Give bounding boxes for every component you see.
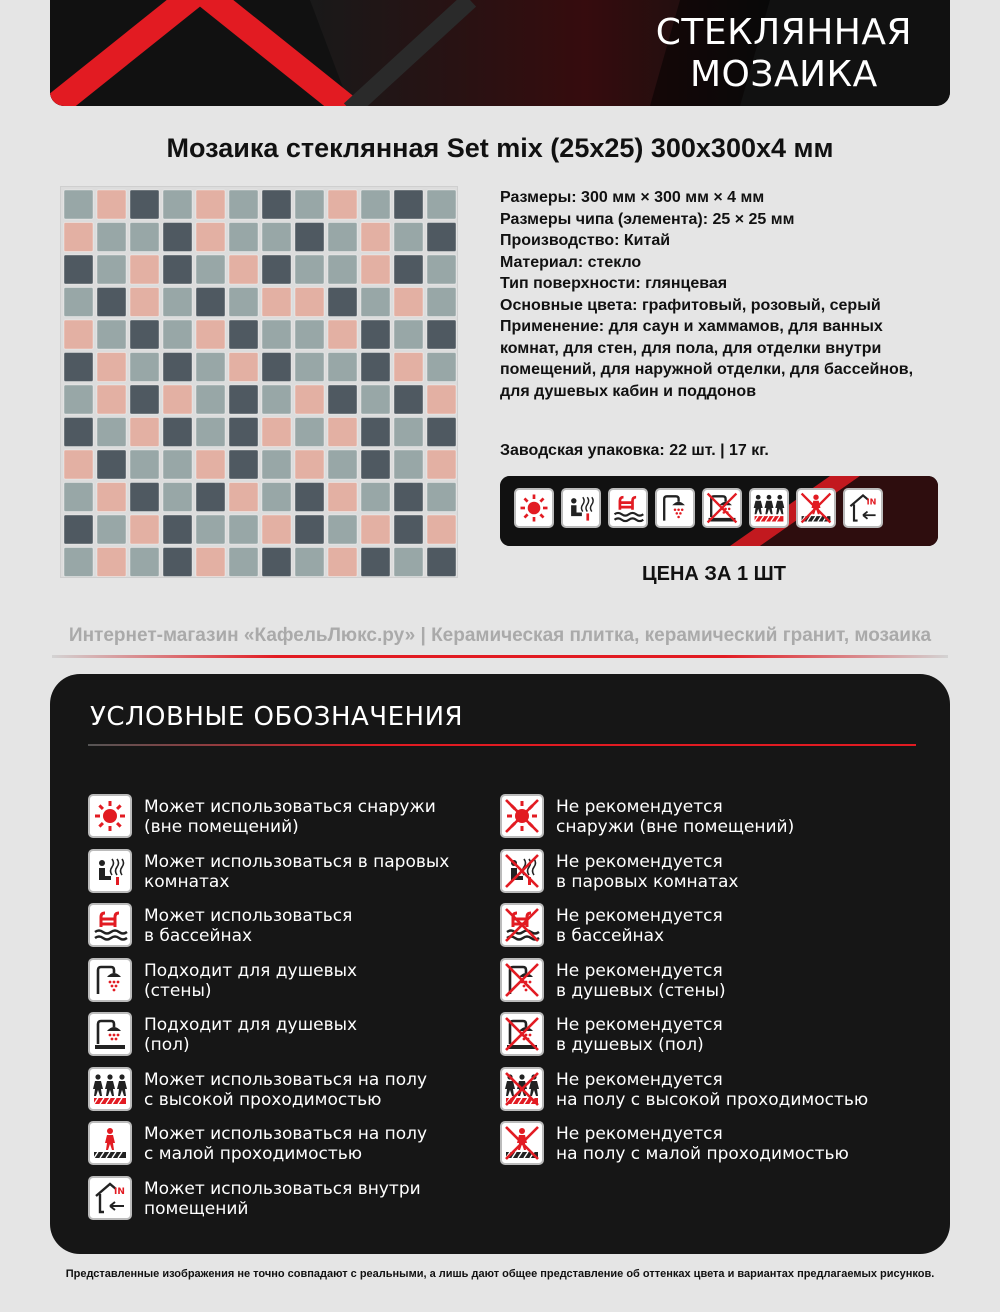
mosaic-tile [361, 223, 390, 252]
mosaic-tile [196, 418, 225, 447]
legend-item-line2: в бассейнах [144, 926, 253, 946]
no-high-traffic-floor-icon [500, 1067, 544, 1111]
mosaic-tile [196, 320, 225, 349]
legend-item-line1: Подходит для душевых [144, 960, 358, 981]
mosaic-tile [64, 483, 93, 512]
mosaic-tile [262, 190, 291, 219]
mosaic-tile [328, 320, 357, 349]
mosaic-tile [130, 450, 159, 479]
spec-row: Производство: Китай [500, 232, 671, 249]
mosaic-tile [427, 320, 456, 349]
mosaic-tile [427, 418, 456, 447]
mosaic-tile [130, 223, 159, 252]
steam-room-icon [88, 849, 132, 893]
legend-item [500, 1121, 849, 1165]
mosaic-tile [295, 385, 324, 414]
mosaic-tile [361, 385, 390, 414]
legend-item-line2: в паровых комнатах [556, 871, 739, 892]
header-banner [50, 0, 950, 106]
mosaic-tile [295, 223, 324, 252]
mosaic-tile [295, 288, 324, 317]
mosaic-tile [361, 418, 390, 447]
high-traffic-floor-icon [749, 488, 789, 528]
high-traffic-floor-icon [88, 1067, 132, 1111]
mosaic-tile [64, 288, 93, 317]
legend-panel [50, 674, 950, 1254]
legend-item-line1: Не рекомендуется [556, 851, 723, 872]
no-steam-room-icon [500, 849, 544, 893]
mosaic-tile [229, 288, 258, 317]
legend-item [88, 1176, 421, 1220]
svg-text:IN: IN [866, 496, 877, 507]
mosaic-tile [328, 385, 357, 414]
legend-item-line1: Может использоваться на полу [144, 1069, 428, 1090]
mosaic-tile [64, 450, 93, 479]
mosaic-tile [295, 255, 324, 284]
mosaic-tile [427, 353, 456, 382]
mosaic-tile [130, 255, 159, 284]
legend-item [500, 794, 794, 838]
mosaic-tile [196, 353, 225, 382]
mosaic-tile [97, 385, 126, 414]
mosaic-tile [229, 223, 258, 252]
mosaic-tile [328, 288, 357, 317]
pool-icon [608, 488, 648, 528]
legend-item-line2: с малой проходимостью [144, 1144, 363, 1164]
mosaic-tile [394, 548, 423, 577]
mosaic-tile [394, 223, 423, 252]
mosaic-tile [196, 515, 225, 544]
legend-item-text [144, 906, 352, 946]
mosaic-tile [163, 515, 192, 544]
mosaic-tile [97, 190, 126, 219]
mosaic-tile [130, 483, 159, 512]
mosaic-tile [361, 515, 390, 544]
mosaic-tile [163, 483, 192, 512]
mosaic-tile [196, 288, 225, 317]
mosaic-tile [394, 190, 423, 219]
mosaic-tile [394, 418, 423, 447]
legend-item-text [144, 1015, 357, 1055]
no-shower-wall-icon [500, 958, 544, 1002]
legend-item-text [556, 1124, 849, 1164]
legend-item [88, 849, 449, 893]
price-note: ЦЕНА ЗА 1 ШТ [642, 563, 786, 585]
mosaic-tile [64, 515, 93, 544]
steam-room-icon [561, 488, 601, 528]
mosaic-tile [229, 450, 258, 479]
mosaic-tile [427, 483, 456, 512]
legend-item-line2: помещений [144, 1198, 249, 1219]
spec-row: Материал: стекло [500, 253, 642, 271]
mosaic-image [60, 186, 458, 578]
mosaic-tile [64, 418, 93, 447]
mosaic-tile [361, 483, 390, 512]
mosaic-tile [262, 223, 291, 252]
mosaic-tile [64, 223, 93, 252]
mosaic-tile [262, 385, 291, 414]
mosaic-tile [394, 385, 423, 414]
mosaic-tile [163, 320, 192, 349]
mosaic-tile [361, 548, 390, 577]
mosaic-tile [295, 548, 324, 577]
legend-item-line1: Не рекомендуется [556, 1015, 723, 1035]
mosaic-tile [229, 190, 258, 219]
legend-item-text [556, 797, 794, 837]
spec-row: Тип поверхности: глянцевая [500, 275, 728, 292]
legend-item-line1: Может использоваться [144, 906, 353, 926]
mosaic-tile [262, 320, 291, 349]
outdoor-icon [514, 488, 554, 528]
mosaic-tile [394, 353, 423, 382]
legend-item-text [556, 852, 738, 892]
legend-item-line1: Может использоваться в паровых [144, 851, 450, 872]
mosaic-tile [262, 450, 291, 479]
mosaic-tile [427, 385, 456, 414]
disclaimer: Представленные изображения не точно совпадают с реальными, а лишь дают общее представление об оттенках цвета и вариантах предлагаемых рисунков. [65, 1268, 935, 1280]
mosaic-tile [427, 515, 456, 544]
mosaic-tile [328, 450, 357, 479]
mosaic-tile [262, 418, 291, 447]
shower-floor-icon [88, 1012, 132, 1056]
indoor-icon [843, 488, 883, 528]
shower-wall-icon [88, 958, 132, 1002]
mosaic-tile [163, 190, 192, 219]
legend-item-line2: (стены) [144, 980, 212, 1001]
mosaic-tile [64, 353, 93, 382]
no-outdoor-icon [500, 794, 544, 838]
mosaic-tile [262, 548, 291, 577]
mosaic-tile [196, 483, 225, 512]
no-pool-icon [500, 903, 544, 947]
mosaic-tile [163, 548, 192, 577]
mosaic-tile [328, 255, 357, 284]
shop-tagline[interactable]: Интернет-магазин «КафельЛюкс.ру» | Керамическая плитка, керамический гранит, мозаика [68, 625, 932, 646]
no-shower-floor-icon [702, 488, 742, 528]
mosaic-tile [64, 385, 93, 414]
shower-wall-icon [655, 488, 695, 528]
mosaic-tile [130, 190, 159, 219]
mosaic-tile [262, 288, 291, 317]
legend-item-line1: Не рекомендуется [556, 797, 723, 817]
mosaic-tile [97, 255, 126, 284]
mosaic-tile [361, 353, 390, 382]
mosaic-tile [394, 483, 423, 512]
legend-item-line2: в бассейнах [556, 926, 665, 946]
legend-item-line1: Не рекомендуется [556, 1069, 723, 1090]
strip-icons [514, 488, 883, 528]
spec-row: Размеры: 300 мм × 300 мм × 4 мм [500, 189, 765, 206]
mosaic-tile [427, 450, 456, 479]
mosaic-tile [262, 483, 291, 512]
legend-item-text [556, 906, 723, 946]
mosaic-grid [61, 187, 459, 579]
mosaic-tile [97, 515, 126, 544]
legend-item-line2: (пол) [144, 1035, 190, 1055]
mosaic-tile [97, 483, 126, 512]
legend-item-text [556, 1070, 868, 1110]
legend-item [500, 903, 723, 947]
mosaic-tile [394, 288, 423, 317]
mosaic-tile [130, 353, 159, 382]
legend-item-text [556, 961, 726, 1001]
mosaic-tile [163, 450, 192, 479]
banner-title-line2: МОЗАИКА [689, 54, 878, 95]
legend-item [88, 1012, 357, 1056]
low-traffic-floor-icon [88, 1121, 132, 1165]
spec-row: для душевых кабин и поддонов [500, 382, 757, 400]
mosaic-tile [328, 548, 357, 577]
legend-item-text [144, 1124, 427, 1164]
mosaic-tile [196, 255, 225, 284]
mosaic-tile [229, 353, 258, 382]
no-low-traffic-floor-icon [796, 488, 836, 528]
mosaic-tile [97, 450, 126, 479]
mosaic-tile [64, 320, 93, 349]
mosaic-tile [130, 418, 159, 447]
mosaic-tile [328, 515, 357, 544]
mosaic-tile [361, 190, 390, 219]
spec-row: Применение: для саун и хаммамов, для ванных [500, 318, 883, 335]
mosaic-tile [130, 385, 159, 414]
mosaic-tile [196, 190, 225, 219]
mosaic-tile [196, 450, 225, 479]
mosaic-tile [97, 548, 126, 577]
mosaic-tile [427, 548, 456, 577]
mosaic-tile [295, 320, 324, 349]
mosaic-tile [229, 483, 258, 512]
mosaic-tile [295, 483, 324, 512]
legend-item-line2: снаружи (вне помещений) [556, 817, 795, 837]
legend-item-text [144, 797, 436, 837]
legend-item [88, 794, 436, 838]
legend-item-line1: Может использоваться на полу [144, 1124, 428, 1144]
outdoor-icon [88, 794, 132, 838]
mosaic-tile [163, 418, 192, 447]
mosaic-tile [295, 450, 324, 479]
spec-row: Основные цвета: графитовый, розовый, серый [500, 296, 881, 314]
legend-item [500, 958, 726, 1002]
mosaic-tile [361, 255, 390, 284]
legend-divider [88, 744, 916, 746]
mosaic-tile [130, 320, 159, 349]
mosaic-tile [328, 353, 357, 382]
legend-item [500, 1012, 723, 1056]
mosaic-tile [97, 223, 126, 252]
mosaic-tile [163, 223, 192, 252]
mosaic-tile [394, 515, 423, 544]
mosaic-tile [394, 255, 423, 284]
svg-text:IN: IN [114, 1186, 125, 1197]
mosaic-tile [64, 255, 93, 284]
legend-item-line1: Подходит для душевых [144, 1015, 358, 1035]
mosaic-tile [427, 288, 456, 317]
mosaic-tile [130, 548, 159, 577]
mosaic-tile [328, 418, 357, 447]
mosaic-tile [328, 223, 357, 252]
pool-icon [88, 903, 132, 947]
spec-row: помещений, для наружной отделки, для бассейнов, [500, 361, 914, 378]
mosaic-tile [130, 288, 159, 317]
mosaic-tile [97, 288, 126, 317]
legend-item-text [144, 1070, 427, 1110]
mosaic-tile [229, 320, 258, 349]
legend-item [88, 1121, 427, 1165]
mosaic-tile [295, 353, 324, 382]
spec-row: Размеры чипа (элемента): 25 × 25 мм [500, 210, 795, 228]
legend-item-line1: Не рекомендуется [556, 906, 723, 926]
mosaic-tile [427, 190, 456, 219]
mosaic-tile [361, 288, 390, 317]
mosaic-tile [196, 385, 225, 414]
mosaic-tile [328, 190, 357, 219]
mosaic-tile [196, 548, 225, 577]
mosaic-tile [262, 255, 291, 284]
mosaic-tile [361, 450, 390, 479]
legend-item-line2: на полу с высокой проходимостью [556, 1089, 869, 1110]
indoor-icon [88, 1176, 132, 1220]
legend-item-line2: с высокой проходимостью [144, 1089, 382, 1110]
mosaic-tile [394, 320, 423, 349]
no-low-traffic-floor-icon [500, 1121, 544, 1165]
banner-title [656, 12, 912, 96]
product-title: Мозаика стеклянная Set mix (25x25) 300x300x4 мм [166, 133, 834, 163]
legend-item-line1: Не рекомендуется [556, 960, 723, 981]
legend-item [88, 958, 357, 1002]
mosaic-tile [394, 450, 423, 479]
legend-item-text [144, 961, 357, 1001]
legend-item-line1: Может использоваться внутри [144, 1178, 421, 1199]
spec-row: комнат, для стен, для пола, для отделки внутри [500, 339, 882, 357]
mosaic-tile [229, 515, 258, 544]
mosaic-tile [64, 548, 93, 577]
mosaic-tile [163, 385, 192, 414]
mosaic-tile [196, 223, 225, 252]
legend-item-text [556, 1015, 723, 1055]
legend-item-text [144, 852, 449, 892]
legend-item [88, 1067, 427, 1111]
mosaic-tile [97, 353, 126, 382]
mosaic-tile [130, 515, 159, 544]
legend-item-line2: в душевых (стены) [556, 980, 726, 1001]
mosaic-tile [295, 418, 324, 447]
legend-item-line2: в душевых (пол) [556, 1035, 704, 1055]
mosaic-tile [229, 255, 258, 284]
mosaic-tile [427, 255, 456, 284]
mosaic-tile [262, 353, 291, 382]
legend-item [88, 903, 352, 947]
mosaic-tile [262, 515, 291, 544]
mosaic-tile [163, 353, 192, 382]
mosaic-tile [97, 418, 126, 447]
legend-item-text [144, 1179, 421, 1219]
mosaic-tile [64, 190, 93, 219]
legend-item [500, 849, 738, 893]
mosaic-tile [295, 515, 324, 544]
legend-item-line2: (вне помещений) [144, 817, 299, 837]
legend-title: УСЛОВНЫЕ ОБОЗНАЧЕНИЯ [90, 702, 464, 732]
mosaic-tile [97, 320, 126, 349]
mosaic-tile [328, 483, 357, 512]
usage-icon-strip [500, 476, 938, 546]
mosaic-tile [361, 320, 390, 349]
mosaic-tile [229, 548, 258, 577]
banner-title-line1: СТЕКЛЯННАЯ [655, 12, 912, 53]
no-shower-floor-icon [500, 1012, 544, 1056]
divider-line [52, 655, 948, 658]
legend-item-line1: Может использоваться снаружи [144, 797, 436, 817]
mosaic-tile [163, 255, 192, 284]
mosaic-tile [427, 223, 456, 252]
mosaic-tile [229, 385, 258, 414]
legend-item [500, 1067, 868, 1111]
mosaic-tile [295, 190, 324, 219]
legend-item-line1: Не рекомендуется [556, 1124, 723, 1144]
mosaic-tile [163, 288, 192, 317]
mosaic-tile [229, 418, 258, 447]
legend-item-line2: на полу с малой проходимостью [556, 1144, 849, 1164]
packaging-info: Заводская упаковка: 22 шт. | 17 кг. [500, 442, 769, 459]
spec-list [500, 187, 940, 402]
legend-item-line2: комнатах [144, 871, 230, 892]
